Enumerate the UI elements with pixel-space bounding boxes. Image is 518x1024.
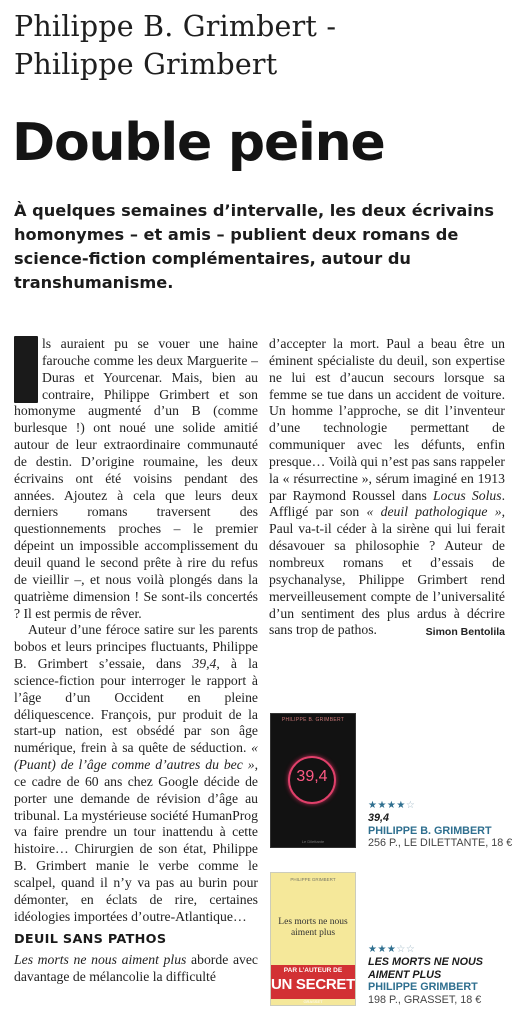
p2-text-a: Auteur d’une féroce satire sur les parents bobos et leurs principes fluctuants, Philippe B. Grimbert s’essaie, dans: [14, 622, 258, 672]
book-title: 39,4: [368, 812, 390, 825]
book-cover-les-morts: [270, 872, 356, 1006]
p2-quote: « (Puant) de l’âge comme d’autres du bec »: [14, 740, 258, 773]
cover-band-tagline: PAR L’AUTEUR DE: [283, 967, 343, 974]
p2-text-b: , à la science-fiction pour interroger le rapport à l’âge d’un Occident en pleine déliquescence. François, pur produit de la start-up nation, est obsédé par son âge numérique, frein à sa quête de séduction.: [14, 656, 258, 756]
cover-author: PHILIPPE GRIMBERT: [290, 877, 336, 882]
p3-quote: « deuil pathologique »: [366, 504, 502, 520]
p3-text-c: , Paul va-t-il céder à la sirène qui lui ferait désavouer sa philosophie ? Auteur de nombreux romans et d’essais de psychanalyse, Philippe Grimbert rend merveilleusement compte de l’universalité d’un sentiment des plus ardus à décrire sans trop de pathos.: [269, 504, 505, 638]
authors-line-2: Philippe Grimbert: [14, 48, 278, 81]
cover-band: [271, 965, 355, 999]
subheading: DEUIL SANS PATHOS: [14, 931, 167, 947]
paragraph-3-cont: [269, 336, 505, 639]
article-title: Double peine: [12, 113, 385, 173]
cover-band-title: UN SECRET: [271, 976, 355, 993]
paragraph-1: [14, 336, 258, 622]
stars-empty: ☆: [405, 800, 416, 811]
p3-book-title: Les morts ne nous aiment plus: [14, 952, 187, 968]
stars-filled: ★★★★: [368, 800, 406, 811]
cover-title: 39,4: [296, 768, 328, 785]
stars-filled: ★★★: [368, 944, 397, 955]
book-details: 256 P., LE DILETTANTE, 18 €: [368, 837, 513, 850]
p3-text-a-end: d’accepter la mort. Paul a beau être un éminent spécialiste du deuil, son expertise ne lui est d’aucun secours lorsque sa femme se tue dans un accident de voiture. Un homme l’approche, se dit l’inventeur d’une technologie permettant de communiquer avec les défunts, enfin presque… Voilà qui n’est pas sans rappeler la « résurrectine », sérum imaginé en 1913 par Raymond Roussel dans: [269, 336, 505, 503]
column-right: [269, 336, 505, 641]
cover-author: PHILIPPE B. GRIMBERT: [281, 717, 345, 723]
cover-publisher: GRASSET: [303, 999, 323, 1004]
cover-title: Les morts ne nous aiment plus: [278, 917, 348, 938]
article-authors: [14, 8, 504, 84]
p3-text-a-start: aborde avec davantage de mélancolie la difficulté: [14, 952, 259, 985]
p2-text-c: , ce cadre de 60 ans chez Google décide de porter une demande de révision d’âge au tribunal. La mystérieuse société HumanProg va faire prendre un tour inattendu à cette histoire… Chirurgien de son état, Philippe B. Grimbert manie le verbe comme le scalpel, quand il n’y va pas au burin pour démonter, en éclats de rire, certaines idéologies importées d’outre-Atlantique…: [14, 757, 258, 924]
authors-line-1: Philippe B. Grimbert -: [14, 10, 337, 43]
paragraph-3-start: [14, 952, 258, 986]
book-info-1: [368, 800, 513, 850]
stars-empty: ☆☆: [396, 944, 416, 955]
book-cover-39-4: [270, 713, 356, 848]
rating-stars-icon: [368, 800, 513, 812]
book-details: 198 P., GRASSET, 18 €: [368, 993, 482, 1006]
paragraph-2: [14, 622, 258, 925]
article-deck: À quelques semaines d’intervalle, les deux écrivains homonymes – et amis – publient deux romans de science-fiction complémentaires, autour du transhumanisme.: [14, 201, 494, 292]
book-info-2: [368, 944, 513, 1006]
p2-book-title: 39,4: [192, 656, 217, 672]
drop-cap: I: [14, 336, 38, 403]
author-signature: Simon Bentolila: [425, 626, 505, 639]
book-author: PHILIPPE GRIMBERT: [368, 981, 478, 994]
cover-publisher: Le Dilettante: [301, 839, 325, 844]
p3-reference-title: Locus Solus: [432, 487, 502, 503]
rating-stars-icon: [368, 944, 513, 956]
book-title: LES MORTS NE NOUS AIMENT PLUS: [368, 956, 483, 981]
p3-text-b: . Affligé par son: [269, 487, 505, 520]
book-author: PHILIPPE B. GRIMBERT: [368, 824, 492, 837]
column-left: [14, 336, 258, 986]
paragraph-1-text: ls auraient pu se vouer une haine farouche comme les deux Marguerite – Duras et Yourcenar. Mais, bien au contraire, Philippe Grimbert et son homonyme augmenté d’un B (comme burlesque !) ont noué une solide amitié autour de leur extraordinaire communauté de destin. D’origine roumaine, les deux écrivains ont été voisins pendant des années. Ajoutez à cela que leurs deux derniers romans traversent des questionnements proches – le premier dépeint un impossible accomplissement du deuil quand le second prête à rire du refus de vieillir –, et nous voilà plongés dans la quatrième dimension ! Se sont-ils concertés ? Il est permis de rêver.: [14, 336, 258, 621]
